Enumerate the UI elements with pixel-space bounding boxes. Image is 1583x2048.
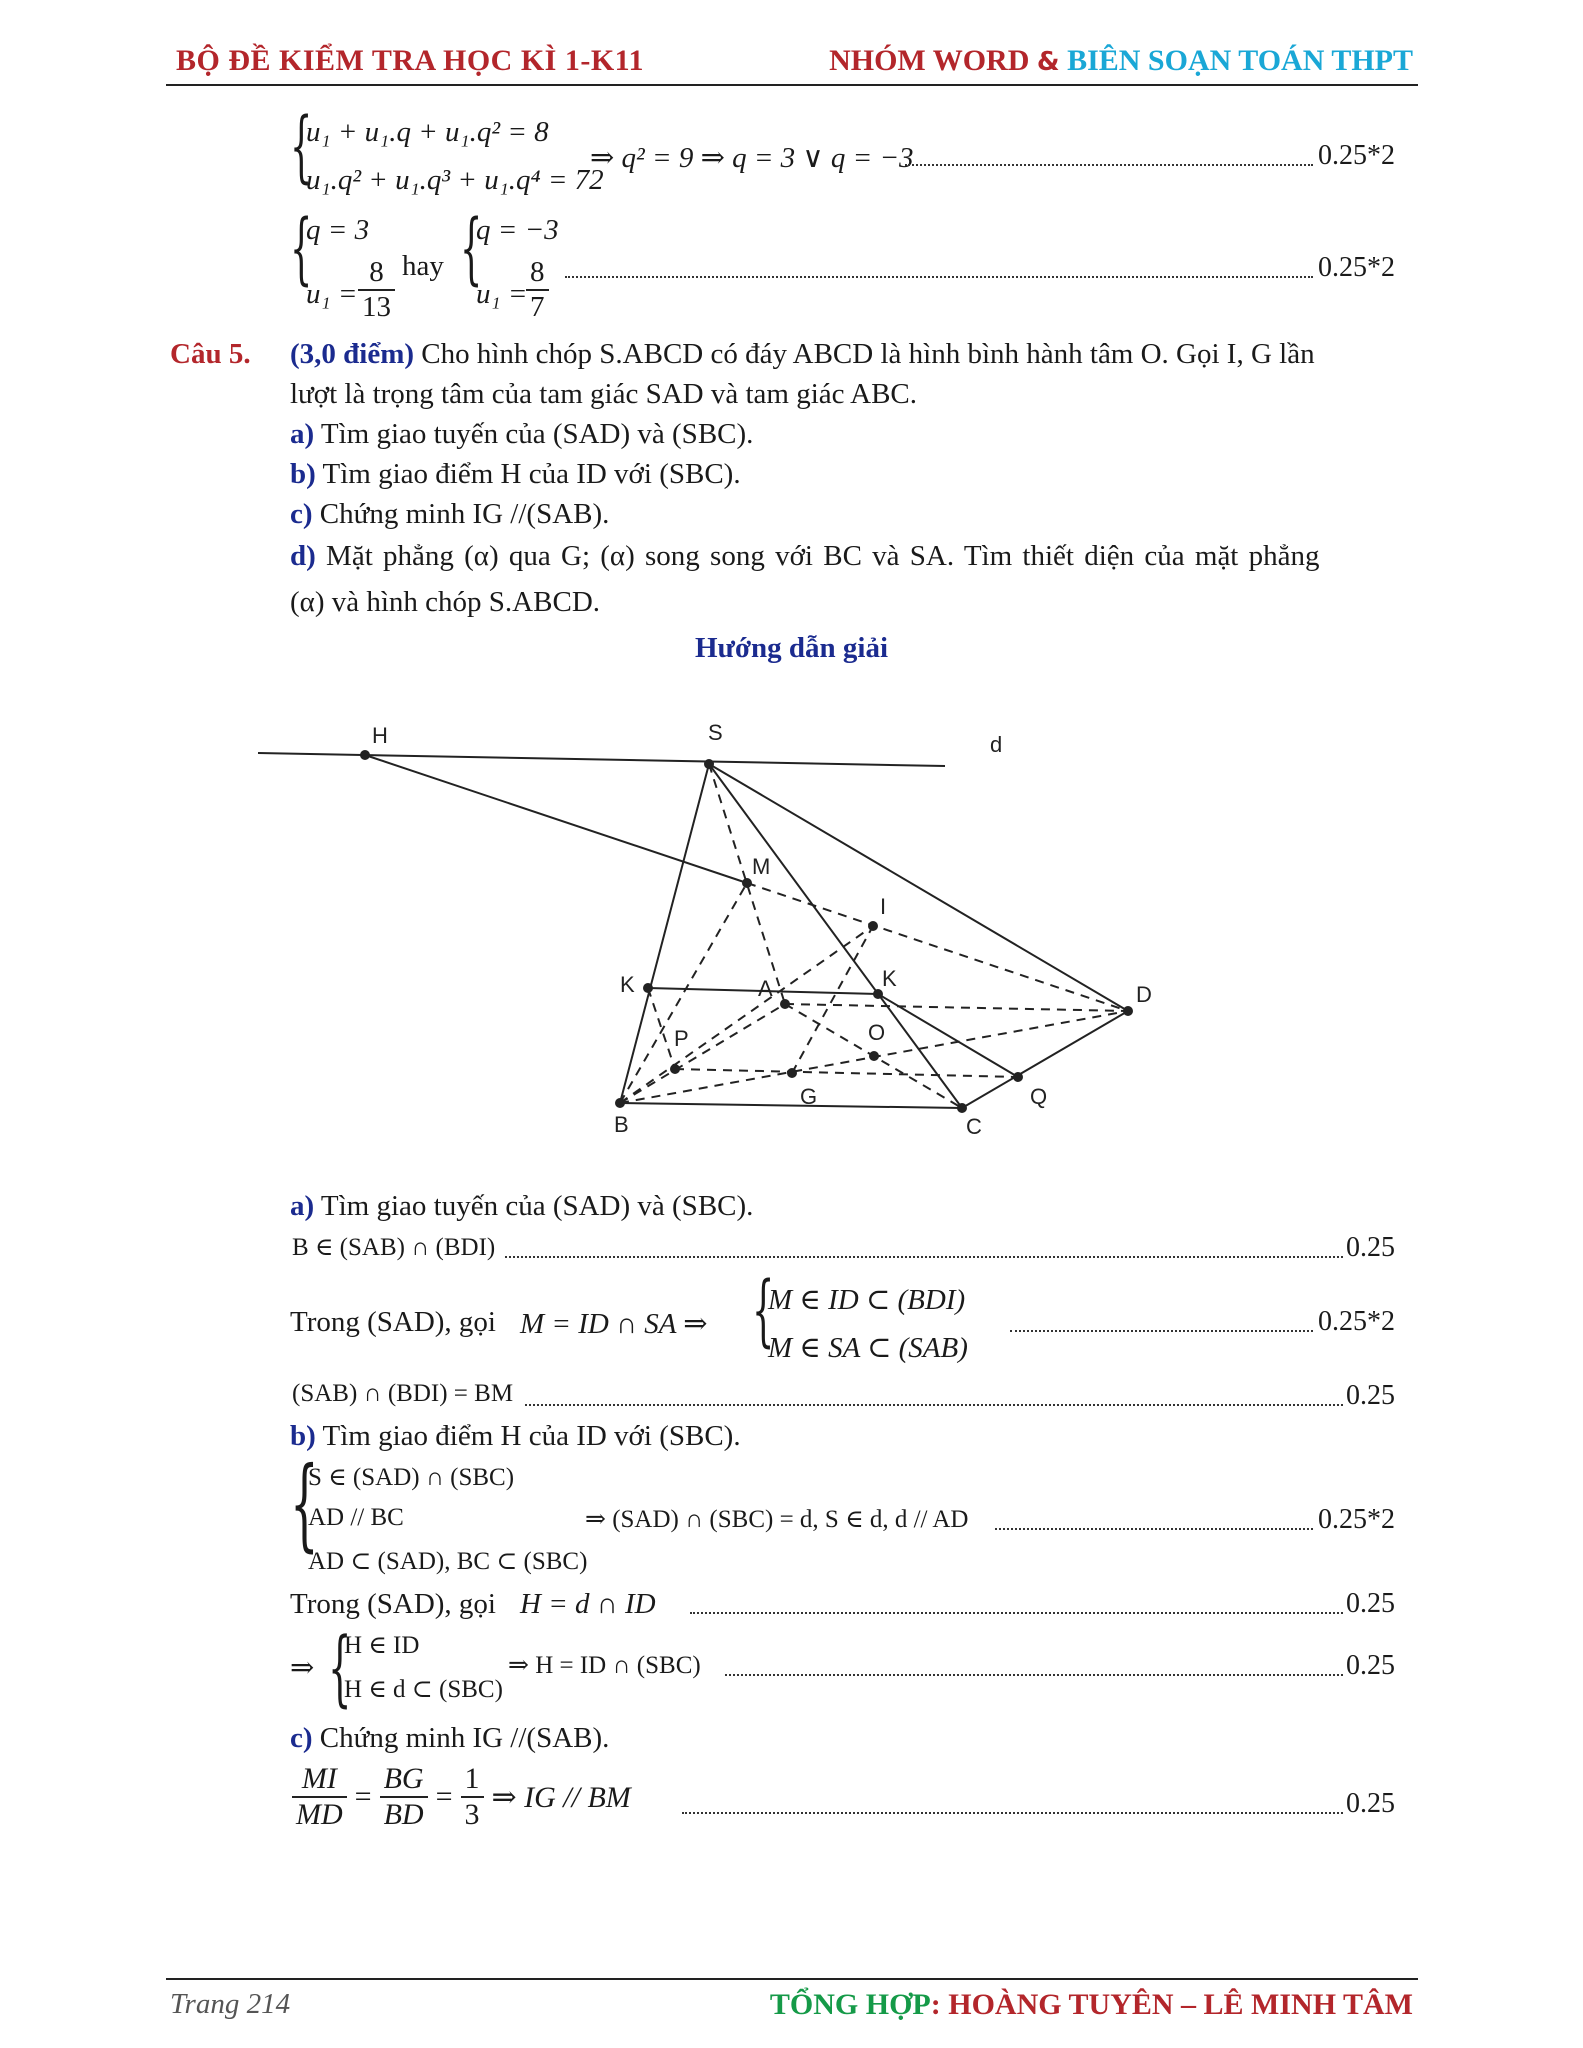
part-text: Chứng minh IG //(SAB). — [312, 1722, 610, 1754]
solution-b-result2: ⇒ H = ID ∩ (SBC) — [508, 1652, 701, 1679]
solution-c-formula — [292, 1762, 631, 1832]
point-P — [670, 1064, 680, 1074]
system2a-u: u₁ = — [306, 278, 358, 310]
part-text: Tìm giao điểm H của ID với (SBC). — [315, 1420, 741, 1452]
label-S: S — [708, 720, 723, 745]
point-G — [787, 1068, 797, 1078]
point-O — [869, 1051, 879, 1061]
solution-b-cond2: AD // BC — [308, 1504, 404, 1531]
fraction-numerator: 1 — [461, 1762, 484, 1798]
label-d: d — [990, 732, 1003, 757]
fraction-numerator: BG — [380, 1762, 428, 1798]
solution-a-line2-math: M = ID ∩ SA ⇒ — [520, 1308, 708, 1340]
dot-leader — [725, 1674, 1343, 1676]
edge-KP — [648, 988, 675, 1069]
solution-b-points1: 0.25*2 — [1318, 1504, 1395, 1535]
part-label: b) — [290, 458, 316, 490]
dot-leader — [1010, 1330, 1313, 1332]
fraction-denominator: 7 — [530, 291, 545, 323]
system2b-q: q = −3 — [476, 214, 559, 246]
solution-b-arrow: ⇒ — [290, 1652, 315, 1684]
part-text: Chứng minh IG //(SAB). — [312, 498, 610, 530]
solution-a-cond1: M ∈ ID ⊂ (BDI) — [768, 1284, 966, 1316]
label-M: M — [752, 854, 771, 879]
edge-PQ — [675, 1069, 1018, 1077]
part-label: c) — [290, 1722, 313, 1754]
fraction-numerator: 8 — [358, 256, 395, 291]
solution-b-heading — [290, 1420, 741, 1453]
part-label: b) — [290, 1420, 316, 1452]
solution-b-points2: 0.25 — [1346, 1588, 1395, 1619]
solution-a-brace: { — [752, 1266, 775, 1356]
header-left-title: BỘ ĐỀ KIỂM TRA HỌC KÌ 1-K11 — [176, 44, 645, 77]
fraction-denominator: 3 — [464, 1798, 480, 1831]
part-text: Mặt phẳng (α) qua G; (α) song song với BC và SA. Tìm thiết diện của mặt phẳng — [315, 540, 1320, 572]
part-label: a) — [290, 1190, 315, 1222]
footer-author-names: HOÀNG TUYÊN – LÊ MINH TÂM — [948, 1988, 1413, 2021]
label-Q: Q — [1030, 1084, 1048, 1109]
edge-AD — [785, 1004, 1128, 1011]
label-I: I — [880, 894, 887, 919]
label-H: H — [372, 723, 388, 748]
system1-eq2: u₁.q² + u₁.q³ + u₁.q⁴ = 72 — [306, 164, 604, 196]
system1-eq1: u₁ + u₁.q + u₁.q² = 8 — [306, 116, 549, 148]
fraction-MI-MD — [292, 1762, 347, 1832]
system1-points: 0.25*2 — [1318, 140, 1395, 171]
system2a-brace: { — [290, 204, 313, 294]
guide-title: Hướng dẫn giải — [694, 632, 889, 664]
solution-b-points3: 0.25 — [1346, 1650, 1395, 1681]
dot-leader — [525, 1404, 1343, 1406]
solution-b-cond3: AD ⊂ (SAD), BC ⊂ (SBC) — [308, 1548, 588, 1575]
question-number: Câu 5. — [170, 338, 251, 370]
solution-b-cond1: S ∈ (SAD) ∩ (SBC) — [308, 1464, 515, 1491]
solution-a-points3: 0.25 — [1346, 1380, 1395, 1411]
system2-points: 0.25*2 — [1318, 252, 1395, 283]
solution-a-line2-pre: Trong (SAD), gọi — [290, 1306, 496, 1338]
label-C: C — [966, 1114, 982, 1139]
solution-a-points1: 0.25 — [1346, 1232, 1395, 1263]
system1-result: ⇒ q² = 9 ⇒ q = 3 ∨ q = −3 — [590, 142, 914, 174]
part-label: a) — [290, 418, 315, 450]
solution-c-heading — [290, 1722, 609, 1755]
label-K2: K — [882, 966, 897, 991]
label-A: A — [758, 976, 773, 1001]
label-B: B — [614, 1112, 629, 1137]
question-part-d-cont: (α) và hình chóp S.ABCD. — [290, 586, 601, 618]
solution-b-h1: H ∈ ID — [344, 1632, 420, 1659]
equals-sign: = — [435, 1780, 453, 1813]
system2-hay: hay — [402, 250, 444, 282]
point-S — [704, 759, 714, 769]
system2b-brace: { — [460, 204, 483, 294]
edge-SC — [709, 764, 962, 1108]
fraction-numerator: 8 — [526, 256, 549, 291]
fraction-denominator: MD — [296, 1798, 343, 1831]
point-K1 — [643, 983, 653, 993]
equals-sign: = — [354, 1780, 372, 1813]
solution-c-points: 0.25 — [1346, 1788, 1395, 1819]
solution-c-result: ⇒ IG // BM — [491, 1780, 631, 1814]
fraction-one-third — [461, 1762, 484, 1832]
point-M — [742, 878, 752, 888]
solution-a-heading — [290, 1190, 753, 1223]
dot-leader — [995, 1528, 1313, 1530]
question-line2: lượt là trọng tâm của tam giác SAD và tam giác ABC. — [290, 378, 918, 410]
footer-compiled-label: TỔNG HỢP — [769, 1988, 931, 2021]
part-text: Tìm giao tuyến của (SAD) và (SBC). — [314, 1190, 754, 1222]
system2a-q: q = 3 — [306, 214, 370, 246]
edge-GI — [792, 926, 873, 1073]
question-text1: Cho hình chóp S.ABCD có đáy ABCD là hình bình hành tâm O. Gọi I, G lần — [414, 338, 1315, 370]
point-Q — [1013, 1072, 1023, 1082]
edge-SB — [620, 764, 709, 1103]
solution-b-h2: H ∈ d ⊂ (SBC) — [344, 1676, 503, 1703]
dot-leader — [505, 1256, 1343, 1258]
point-A — [780, 999, 790, 1009]
edge-BI — [620, 926, 873, 1103]
solution-a-line3: (SAB) ∩ (BDI) = BM — [292, 1380, 514, 1407]
fraction-denominator: BD — [383, 1798, 424, 1831]
label-G: G — [800, 1084, 818, 1109]
edge-BC — [620, 1103, 962, 1108]
solution-b-brace: { — [290, 1445, 319, 1562]
point-C — [957, 1103, 967, 1113]
dot-leader — [690, 1612, 1343, 1614]
system2b-u: u₁ = — [476, 278, 528, 310]
edge-HM — [365, 755, 747, 883]
solution-a-cond2: M ∈ SA ⊂ (SAB) — [768, 1332, 968, 1364]
header-right-part1: NHÓM WORD — [829, 44, 1037, 77]
part-label: c) — [290, 498, 313, 530]
label-D: D — [1136, 982, 1152, 1007]
header-right-part2: BIÊN SOẠN TOÁN THPT — [1059, 44, 1413, 77]
label-O: O — [868, 1020, 886, 1045]
question-score: (3,0 điểm) — [290, 338, 415, 370]
page-number: Trang 214 — [170, 1988, 291, 2020]
header-ampersand: & — [1036, 47, 1060, 77]
solution-b-result: ⇒ (SAD) ∩ (SBC) = d, S ∈ d, d // AD — [585, 1506, 969, 1533]
fraction-numerator: MI — [292, 1762, 347, 1798]
fraction-denominator: 13 — [362, 291, 391, 323]
label-K1: K — [620, 972, 635, 997]
solution-b-line2-math: H = d ∩ ID — [520, 1588, 656, 1620]
system1-brace: { — [290, 102, 313, 192]
label-P: P — [674, 1026, 689, 1051]
solution-a-points2: 0.25*2 — [1318, 1306, 1395, 1337]
part-text: Tìm giao điểm H của ID với (SBC). — [315, 458, 741, 490]
point-H — [360, 750, 370, 760]
footer-authors — [770, 1988, 1413, 2022]
fraction-BG-BD — [380, 1762, 428, 1832]
solution-a-line1: B ∈ (SAB) ∩ (BDI) — [292, 1234, 496, 1261]
point-B — [615, 1098, 625, 1108]
solution-b-line2-pre: Trong (SAD), gọi — [290, 1588, 496, 1620]
part-label: d) — [290, 540, 316, 572]
dot-leader — [682, 1812, 1343, 1814]
solution-b-brace2: { — [328, 1621, 352, 1716]
footer-colon: : — [930, 1988, 949, 2021]
edge-SD — [709, 764, 1128, 1011]
part-text: Tìm giao tuyến của (SAD) và (SBC). — [314, 418, 754, 450]
point-I — [868, 921, 878, 931]
footer-rule — [166, 1978, 1418, 1980]
point-D — [1123, 1006, 1133, 1016]
